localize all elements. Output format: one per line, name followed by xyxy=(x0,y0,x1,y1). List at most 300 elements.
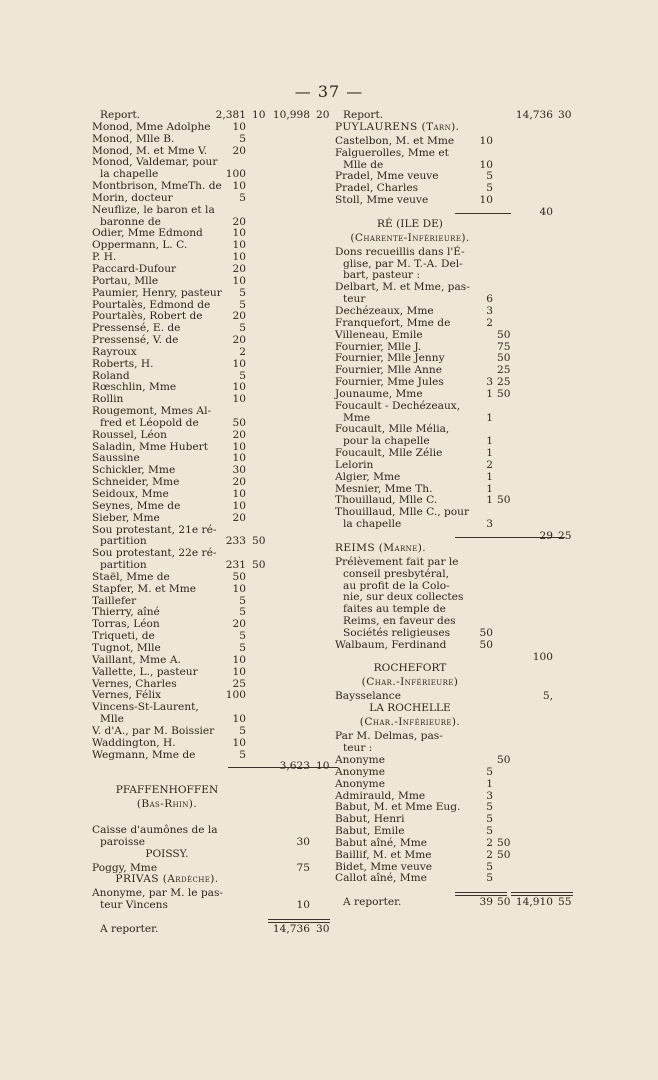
ledger-row xyxy=(92,382,330,394)
heading-text: POISSY. xyxy=(145,847,189,860)
section-heading xyxy=(335,122,573,136)
amount-francs: 20 xyxy=(232,618,246,631)
amount-centimes: 50 xyxy=(497,848,511,861)
amount-francs: 3 xyxy=(486,789,493,802)
amount-centimes: 50 xyxy=(497,896,511,909)
amount-francs: 5 xyxy=(486,825,493,838)
donor-name: Portau, Mlle xyxy=(92,274,159,287)
heading-text: REIMS (Marne). xyxy=(335,541,427,554)
donor-name: Pradel, Charles xyxy=(335,182,419,195)
amount-francs: 5 xyxy=(239,132,246,145)
donor-name: Walbaum, Ferdinand xyxy=(335,638,447,651)
donor-name: Sou protestant, 21e ré- xyxy=(92,523,217,536)
ledger-row xyxy=(335,247,573,259)
ledger-row xyxy=(92,347,330,359)
amount-francs: 5 xyxy=(239,369,246,382)
amount-centimes: 50 xyxy=(497,494,511,507)
ledger-row xyxy=(335,767,573,779)
amount-francs: 20 xyxy=(232,262,246,275)
donor-name: conseil presbytéral, xyxy=(343,567,449,580)
heading-text: (Charente-Inférieure). xyxy=(350,231,470,244)
amount-francs: 10 xyxy=(232,499,246,512)
donor-name: Thouillaud, Mlle C. xyxy=(335,494,438,507)
ledger-row xyxy=(335,640,573,652)
ledger-row xyxy=(335,652,573,664)
total-francs: 14,736 xyxy=(272,923,310,935)
left-column xyxy=(92,110,330,936)
donor-name: Vallette, L., pasteur xyxy=(92,665,198,678)
donor-name: Thouillaud, Mlle C., pour xyxy=(335,506,470,519)
donor-name: Stoll, Mme veuve xyxy=(335,194,429,207)
amount-francs: 100 xyxy=(225,168,246,181)
donor-name: Fournier, Mlle J. xyxy=(335,340,422,353)
donor-name: Oppermann, L. C. xyxy=(92,239,188,252)
donor-name: Poggy, Mme xyxy=(92,861,158,874)
subtotal-cents: 25 xyxy=(558,530,572,542)
amount-francs: 2 xyxy=(486,848,493,861)
amount-francs: 25 xyxy=(232,677,246,690)
amount-francs: 10 xyxy=(232,239,246,252)
amount-centimes: 50 xyxy=(497,836,511,849)
amount-francs: 20 xyxy=(232,310,246,323)
subtotal-amount: 29 xyxy=(539,530,553,542)
ledger-row xyxy=(335,195,573,207)
amount-francs: 5 xyxy=(239,630,246,643)
donor-name: Algier, Mme xyxy=(335,470,401,483)
section-heading xyxy=(92,785,330,799)
amount-francs: 50 xyxy=(479,626,493,639)
amount-francs: 1 xyxy=(486,447,493,460)
donor-name: Pourtalès, Robert de xyxy=(92,310,203,323)
ledger-row xyxy=(335,628,573,640)
amount-francs: 10 xyxy=(232,251,246,264)
amount-centimes: 50 xyxy=(497,352,511,365)
donor-name: V. d'A., par M. Boissier xyxy=(92,724,215,737)
donor-name: Vernes, Charles xyxy=(92,677,177,690)
amount-francs: 2 xyxy=(486,458,493,471)
ledger-row xyxy=(92,702,330,714)
donor-name: Stapfer, M. et Mme xyxy=(92,582,197,595)
amount-francs: 1 xyxy=(486,387,493,400)
amount-francs: 10 xyxy=(232,452,246,465)
ledger-row xyxy=(92,193,330,205)
ledger-row xyxy=(92,359,330,371)
donor-name: Seynes, Mme de xyxy=(92,499,181,512)
donor-name: Saladin, Mme Hubert xyxy=(92,440,208,453)
subtotal-cents: 10 xyxy=(316,760,330,773)
donor-name: faites au temple de xyxy=(343,603,446,616)
amount-centimes: 25 xyxy=(497,376,511,389)
donor-name: Rayroux xyxy=(92,345,137,358)
amount-francs: 50 xyxy=(232,570,246,583)
donor-name: Pradel, Mme veuve xyxy=(335,170,439,183)
donor-name: teur : xyxy=(343,742,373,755)
ledger-row xyxy=(335,460,573,472)
amount-francs: 39 xyxy=(479,896,493,909)
total-centimes: 55 xyxy=(558,896,572,909)
amount-francs: 10 xyxy=(232,393,246,406)
amount-francs: 20 xyxy=(232,511,246,524)
donor-name: au profit de la Colo- xyxy=(343,579,450,592)
ledger-row xyxy=(92,900,330,912)
amount-centimes: 50 xyxy=(252,559,266,572)
ledger-row xyxy=(92,418,330,430)
total-rule xyxy=(335,207,573,219)
amount-francs: 5 xyxy=(239,594,246,607)
amount-francs: 10 xyxy=(232,227,246,240)
donor-name: Babut, M. et Mme Eug. xyxy=(335,801,461,814)
ledger-row xyxy=(335,389,573,401)
amount-centimes: 50 xyxy=(497,387,511,400)
ledger-row xyxy=(92,837,330,849)
amount-centimes: 50 xyxy=(497,328,511,341)
donor-name: Sou protestant, 22e ré- xyxy=(92,547,217,560)
amount-francs: 10 xyxy=(232,180,246,193)
donor-name: Monod, Valdemar, pour xyxy=(92,156,218,169)
heading-text: ROCHEFORT xyxy=(373,662,447,675)
section-heading xyxy=(92,874,330,888)
section-heading xyxy=(335,219,573,233)
ledger-row xyxy=(335,318,573,330)
total-francs: 14,736 xyxy=(515,109,553,121)
ledger-row xyxy=(92,825,330,837)
donor-name: Staël, Mme de xyxy=(92,570,170,583)
donor-name: Pressensé, V. de xyxy=(92,334,179,347)
amount-francs: 10 xyxy=(232,120,246,133)
donor-name: Par M. Delmas, pas- xyxy=(335,730,443,743)
amount-francs: 10 xyxy=(232,713,246,726)
ledger-row xyxy=(335,557,573,569)
donor-name: Lelorin xyxy=(335,458,374,471)
amount-francs: 5 xyxy=(239,191,246,204)
amount-francs: 5 xyxy=(239,298,246,311)
donor-name: Babut, Emile xyxy=(335,825,405,838)
amount-francs: 3 xyxy=(486,376,493,389)
ledger-row xyxy=(92,288,330,300)
heading-text: (Char.-Inférieure) xyxy=(361,676,459,689)
donor-name: A reporter. xyxy=(343,896,402,909)
section-heading xyxy=(335,543,573,557)
donor-name: Schneider, Mme xyxy=(92,476,180,489)
total-francs: 14,910 xyxy=(515,896,553,909)
amount-francs: 10 xyxy=(479,134,493,147)
donor-name: Rollin xyxy=(92,393,124,406)
donor-name: Baillif, M. et Mme xyxy=(335,848,432,861)
donor-name: Foucault, Mlle Zélie xyxy=(335,447,443,460)
heading-text: PFAFFENHOFFEN xyxy=(115,784,219,797)
donor-name: Foucault, Mlle Mélia, xyxy=(335,423,450,436)
donor-name: Paccard-Dufour xyxy=(92,262,177,275)
total-francs: 75 xyxy=(296,861,310,874)
donor-name: Thierry, aîné xyxy=(92,606,160,619)
ledger-row xyxy=(335,136,573,148)
amount-francs: 5 xyxy=(239,748,246,761)
donor-name: Rougemont, Mmes Al- xyxy=(92,405,212,418)
donor-name: Anonyme xyxy=(335,777,385,790)
amount-francs: 1 xyxy=(486,482,493,495)
amount-francs: 1 xyxy=(486,494,493,507)
amount-francs: 2 xyxy=(486,836,493,849)
ledger-row xyxy=(92,924,330,936)
donor-name: Foucault - Dechézeaux, xyxy=(335,399,461,412)
amount-centimes: 10 xyxy=(252,109,266,121)
amount-centimes: 75 xyxy=(497,340,511,353)
amount-francs: 10 xyxy=(232,653,246,666)
donor-name: glise, par M. T.-A. Del- xyxy=(343,257,463,270)
amount-francs: 5 xyxy=(239,606,246,619)
subtotal-amount: 3,623 xyxy=(279,760,310,773)
donor-name: Admirauld, Mme xyxy=(335,789,426,802)
donor-name: Roland xyxy=(92,369,130,382)
ledger-row xyxy=(335,519,573,531)
ledger-row xyxy=(92,430,330,442)
donor-name: Reims, en faveur des xyxy=(343,615,456,628)
donor-name: fred et Léopold de xyxy=(100,416,199,429)
donor-name: Sieber, Mme xyxy=(92,511,160,524)
ledger-row xyxy=(92,501,330,513)
donor-name: Vernes, Félix xyxy=(92,689,162,702)
amount-francs: 10 xyxy=(232,582,246,595)
donor-name: Babut aîné, Mme xyxy=(335,836,428,849)
page-number: — 37 — xyxy=(294,82,364,101)
donor-name: Montbrison, MmeTh. de xyxy=(92,180,222,193)
amount-francs: 100 xyxy=(225,689,246,702)
section-heading xyxy=(92,849,330,863)
heading-text: (Bas-Rhin). xyxy=(136,798,198,811)
amount-francs: 5 xyxy=(486,765,493,778)
section-heading xyxy=(92,799,330,813)
donor-name: Babut, Henri xyxy=(335,813,405,826)
amount-francs: 30 xyxy=(232,464,246,477)
donor-name: Report. xyxy=(343,109,384,121)
right-column xyxy=(335,110,573,909)
donor-name: Schickler, Mme xyxy=(92,464,176,477)
donor-name: Baysselance xyxy=(335,690,401,703)
donor-name: Dons recueillis dans l'É- xyxy=(335,245,465,258)
amount-francs: 10 xyxy=(232,665,246,678)
amount-francs: 3 xyxy=(486,518,493,531)
donor-name: Castelbon, M. et Mme xyxy=(335,134,455,147)
amount-francs: 20 xyxy=(232,428,246,441)
donor-name: Fournier, Mme Jules xyxy=(335,376,444,389)
amount-francs: 5 xyxy=(239,724,246,737)
amount-francs: 1 xyxy=(486,777,493,790)
total-francs: 30 xyxy=(296,835,310,848)
donor-name: paroisse xyxy=(100,835,146,848)
donor-name: Torras, Léon xyxy=(92,618,160,631)
donor-name: teur Vincens xyxy=(100,899,168,912)
ledger-row xyxy=(92,276,330,288)
ledger-row xyxy=(92,513,330,525)
ledger-row xyxy=(335,282,573,294)
ledger-row xyxy=(335,850,573,862)
donor-name: teur xyxy=(343,293,366,306)
amount-francs: 1 xyxy=(486,470,493,483)
ledger-row xyxy=(335,401,573,413)
donor-name: Neuflize, le baron et la xyxy=(92,203,215,216)
donor-name: Triqueti, de xyxy=(92,630,155,643)
donor-name: Falguerolles, Mme et xyxy=(335,146,449,159)
amount-francs: 50 xyxy=(232,416,246,429)
donor-name: Prélèvement fait par le xyxy=(335,555,459,568)
ledger-row xyxy=(335,569,573,581)
donor-name: Morin, docteur xyxy=(92,191,173,204)
ledger-row xyxy=(335,838,573,850)
amount-francs: 5 xyxy=(239,322,246,335)
donor-name: Caisse d'aumônes de la xyxy=(92,823,218,836)
heading-text: PRIVAS (Ardèche). xyxy=(115,873,219,886)
donor-name: Pourtalès, Edmond de xyxy=(92,298,211,311)
amount-francs: 5 xyxy=(239,286,246,299)
amount-francs: 10 xyxy=(232,440,246,453)
donor-name: Waddington, H. xyxy=(92,736,176,749)
section-heading xyxy=(335,717,573,731)
rule-line xyxy=(455,213,511,214)
amount-francs: 1 xyxy=(486,411,493,424)
donor-name: Rœschlin, Mme xyxy=(92,381,177,394)
heading-text: PUYLAURENS (Tarn). xyxy=(335,120,460,133)
donor-name: Franquefort, Mme de xyxy=(335,316,451,329)
ledger-row xyxy=(335,472,573,484)
donor-name: Jounaume, Mme xyxy=(335,387,423,400)
donor-name: Anonyme xyxy=(335,765,385,778)
amount-francs: 5 xyxy=(486,872,493,885)
ledger-row xyxy=(335,873,573,885)
amount-francs: 3 xyxy=(486,304,493,317)
ledger-row xyxy=(335,148,573,160)
amount-francs: 2,381 xyxy=(215,109,246,121)
donor-name: Saussine xyxy=(92,452,140,465)
donor-name: Callot aîné, Mme xyxy=(335,872,427,885)
amount-centimes: 50 xyxy=(252,535,266,548)
amount-francs: 10 xyxy=(232,488,246,500)
ledger-row xyxy=(92,240,330,252)
subtotal-amount: 40 xyxy=(539,205,553,218)
ledger-row xyxy=(335,779,573,791)
ledger-row xyxy=(92,726,330,738)
donor-name: Monod, Mlle B. xyxy=(92,132,175,145)
amount-francs: 5 xyxy=(486,813,493,826)
total-francs: 100 xyxy=(532,650,553,663)
donor-name: Seidoux, Mme xyxy=(92,488,169,500)
ledger-row xyxy=(92,738,330,750)
donor-name: Report. xyxy=(100,109,141,121)
total-francs: 5, xyxy=(542,690,553,703)
ledger-row xyxy=(92,572,330,584)
donor-name: Anonyme xyxy=(335,753,385,766)
amount-francs: 10 xyxy=(232,357,246,370)
ledger-row xyxy=(92,667,330,679)
amount-francs: 20 xyxy=(232,334,246,347)
amount-francs: 10 xyxy=(232,274,246,287)
donor-name: Delbart, M. et Mme, pas- xyxy=(335,281,470,294)
total-centimes: 30 xyxy=(558,109,572,121)
amount-francs: 5 xyxy=(486,860,493,873)
amount-centimes: 50 xyxy=(497,753,511,766)
amount-francs: 2 xyxy=(486,316,493,329)
donor-name: P. H. xyxy=(92,251,117,264)
donor-name: Fournier, Mlle Jenny xyxy=(335,352,445,365)
donor-name: Pressensé, E. de xyxy=(92,322,181,335)
total-centimes: 30 xyxy=(316,923,330,935)
donor-name: partition xyxy=(100,559,147,572)
amount-francs: 50 xyxy=(479,638,493,651)
donor-name: Vaillant, Mme A. xyxy=(92,653,181,666)
total-francs: 10 xyxy=(296,899,310,912)
heading-text: RÉ (ILE DE) xyxy=(377,217,443,230)
heading-text: LA ROCHELLE xyxy=(369,702,451,715)
donor-name: Bidet, Mme veuve xyxy=(335,860,433,873)
total-centimes: 20 xyxy=(316,109,330,121)
amount-francs: 5 xyxy=(486,170,493,183)
donor-name: Tugnot, Mlle xyxy=(92,641,161,654)
amount-francs: 231 xyxy=(225,559,246,572)
donor-name: la chapelle xyxy=(100,168,159,181)
donor-name: baronne de xyxy=(100,215,161,228)
donor-name: Monod, Mme Adolphe xyxy=(92,120,211,133)
donor-name: Mme xyxy=(343,411,371,424)
donor-name: Sociétés religieuses xyxy=(343,626,451,639)
donor-name: Anonyme, par M. le pas- xyxy=(92,887,223,900)
donor-name: bart, pasteur : xyxy=(343,269,421,282)
ledger-row xyxy=(335,330,573,342)
donor-name: Roberts, H. xyxy=(92,357,154,370)
section-heading xyxy=(335,663,573,677)
donor-name: Mlle xyxy=(100,713,124,726)
amount-francs: 20 xyxy=(232,215,246,228)
amount-francs: 2 xyxy=(239,345,246,358)
donor-name: Dechézeaux, Mme xyxy=(335,304,434,317)
donor-name: A reporter. xyxy=(100,923,159,935)
donor-name: Taillefer xyxy=(92,594,137,607)
ledger-row xyxy=(92,122,330,134)
amount-francs: 10 xyxy=(232,381,246,394)
ledger-row xyxy=(335,897,573,909)
donor-name: Villeneau, Emile xyxy=(335,328,423,341)
amount-francs: 20 xyxy=(232,476,246,489)
ledger-row xyxy=(92,584,330,596)
ledger-row xyxy=(92,134,330,146)
ledger-row xyxy=(92,655,330,667)
amount-francs: 5 xyxy=(239,641,246,654)
amount-francs: 10 xyxy=(232,736,246,749)
amount-francs: 6 xyxy=(486,293,493,306)
amount-francs: 1 xyxy=(486,435,493,448)
amount-centimes: 25 xyxy=(497,364,511,377)
donor-name: Paumier, Henry, pasteur xyxy=(92,286,222,299)
amount-francs: 233 xyxy=(225,535,246,548)
donor-name: Vincens-St-Laurent, xyxy=(92,701,199,714)
amount-francs: 5 xyxy=(486,182,493,195)
donor-name: nie, sur deux collectes xyxy=(343,591,464,604)
donor-name: Fournier, Mlle Anne xyxy=(335,364,442,377)
donor-name: Mesnier, Mme Th. xyxy=(335,482,433,495)
ledger-row xyxy=(92,205,330,217)
donor-name: la chapelle xyxy=(343,518,402,531)
total-francs: 10,998 xyxy=(272,109,310,121)
donor-name: Wegmann, Mme de xyxy=(92,748,196,761)
donor-name: Mlle de xyxy=(343,158,384,171)
section-heading xyxy=(335,677,573,691)
amount-francs: 10 xyxy=(479,158,493,171)
donor-name: Monod, M. et Mme V. xyxy=(92,144,208,157)
donor-name: pour la chapelle xyxy=(343,435,430,448)
amount-francs: 20 xyxy=(232,144,246,157)
donor-name: partition xyxy=(100,535,147,548)
total-rule xyxy=(92,761,330,773)
amount-francs: 5 xyxy=(486,801,493,814)
amount-francs: 10 xyxy=(479,194,493,207)
